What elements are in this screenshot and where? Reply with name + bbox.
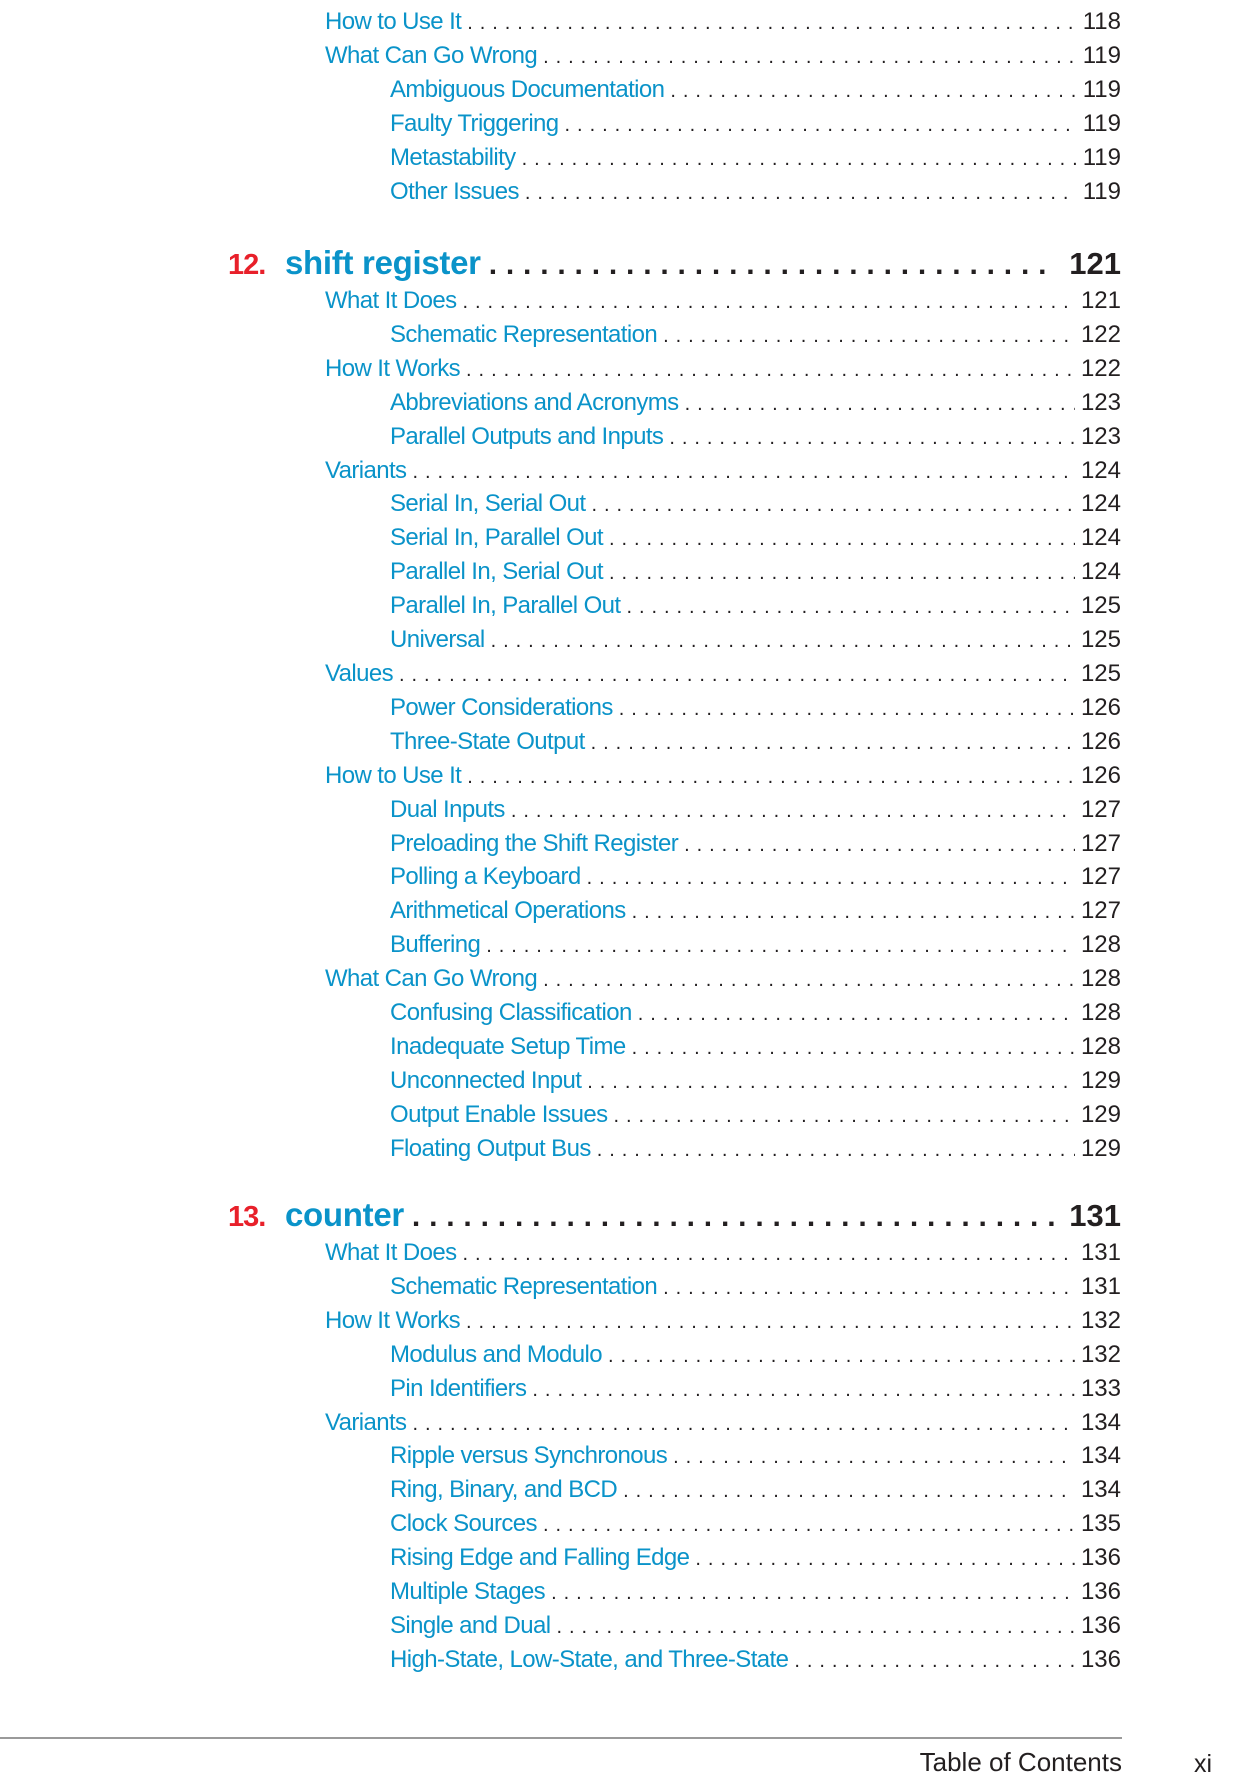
toc-entry-page: 125	[1080, 626, 1121, 654]
toc-entry-page: 132	[1080, 1340, 1121, 1368]
toc-entry[interactable]	[390, 1541, 1121, 1575]
toc-entry-page: 136	[1080, 1578, 1121, 1606]
toc-entry[interactable]	[390, 555, 1121, 589]
dot-leader	[466, 1305, 1075, 1339]
toc-entry-title[interactable]: Clock Sources	[390, 1510, 537, 1538]
toc-entry-title[interactable]: Power Considerations	[390, 693, 613, 721]
toc-entry[interactable]	[390, 725, 1121, 759]
toc-entry[interactable]	[390, 1372, 1121, 1406]
dot-leader	[663, 319, 1075, 353]
dot-leader	[551, 1576, 1075, 1610]
dot-leader	[525, 176, 1077, 210]
dot-leader	[632, 1031, 1075, 1065]
dot-leader	[556, 1610, 1074, 1644]
toc-entry-title[interactable]: What It Does	[325, 287, 457, 314]
toc-entry[interactable]	[390, 1338, 1121, 1372]
chapter-title[interactable]: counter	[285, 1196, 404, 1233]
toc-entry-title[interactable]: Unconnected Input	[390, 1066, 582, 1094]
toc-entry-title[interactable]: Schematic Representation	[390, 320, 658, 348]
toc-entry[interactable]	[390, 1643, 1121, 1677]
toc-entry-title[interactable]: Ring, Binary, and BCD	[390, 1476, 618, 1504]
toc-entry-title[interactable]: How to Use It	[325, 8, 462, 35]
dot-leader	[486, 929, 1075, 963]
toc-entry[interactable]	[325, 1236, 1121, 1270]
toc-entry[interactable]	[390, 691, 1121, 725]
dot-leader	[685, 387, 1075, 421]
dot-leader	[565, 108, 1077, 142]
dot-leader	[412, 455, 1074, 489]
toc-entry-title[interactable]: High-State, Low-State, and Three-State	[390, 1645, 789, 1673]
toc-entry[interactable]	[390, 1473, 1121, 1507]
toc-entry[interactable]	[390, 1132, 1121, 1166]
dot-leader	[463, 1237, 1075, 1271]
toc-entry-page: 124	[1080, 456, 1121, 484]
toc-entry-title[interactable]: Pin Identifiers	[390, 1374, 527, 1402]
toc-entry-title[interactable]: How to Use It	[325, 761, 462, 789]
toc-entry[interactable]	[390, 1270, 1121, 1304]
toc-entry-page: 129	[1080, 1100, 1121, 1128]
dot-leader	[663, 1271, 1075, 1305]
toc-entry-page: 129	[1080, 1134, 1121, 1162]
toc-entry-page: 131	[1080, 1239, 1121, 1266]
toc-entry-page: 119	[1082, 109, 1121, 137]
toc-entry[interactable]	[390, 386, 1121, 420]
dot-leader	[626, 590, 1075, 624]
toc-entry-page: 125	[1080, 659, 1121, 687]
toc-entry[interactable]	[390, 1439, 1121, 1473]
toc-entry-page: 136	[1080, 1544, 1121, 1572]
toc-entry[interactable]	[390, 318, 1121, 352]
toc-entry-title[interactable]: How It Works	[325, 354, 461, 382]
toc-entry[interactable]	[325, 284, 1121, 318]
toc-entry-page: 134	[1080, 1476, 1121, 1504]
toc-entry-page: 119	[1082, 75, 1121, 103]
chapter-title[interactable]: shift register	[285, 244, 481, 281]
toc-entry-title[interactable]: Abbreviations and Acronyms	[390, 388, 679, 416]
toc-entry-page: 126	[1080, 693, 1121, 721]
toc-entry-page: 132	[1080, 1306, 1121, 1334]
toc-entry[interactable]	[390, 928, 1121, 962]
toc-entry-page: 124	[1080, 524, 1121, 552]
toc-entry-title[interactable]: Ripple versus Synchronous	[390, 1442, 668, 1470]
dot-leader	[609, 556, 1075, 590]
toc-entry-title[interactable]: What Can Go Wrong	[325, 41, 538, 69]
toc-entry-title[interactable]: Confusing Classification	[390, 999, 632, 1027]
dot-leader	[543, 40, 1077, 74]
toc-entry-title[interactable]: Inadequate Setup Time	[390, 1032, 626, 1060]
chapter-page: 131	[1069, 1198, 1121, 1233]
toc-entry[interactable]	[390, 487, 1121, 521]
toc-entry-title[interactable]: Parallel In, Serial Out	[390, 558, 603, 586]
toc-entry-page: 123	[1080, 422, 1121, 450]
footer-title: Table of Contents	[919, 1747, 1122, 1777]
toc-entry-page: 121	[1080, 287, 1121, 314]
toc-entry-title[interactable]: Modulus and Modulo	[390, 1340, 603, 1368]
dot-leader	[670, 74, 1076, 108]
toc-entry[interactable]	[325, 352, 1121, 386]
toc-entry[interactable]	[390, 175, 1121, 209]
toc-entry-page: 136	[1080, 1611, 1121, 1639]
dot-leader	[412, 1407, 1074, 1441]
dot-leader	[597, 1133, 1075, 1167]
toc-entry-title[interactable]: Schematic Representation	[390, 1272, 658, 1300]
toc-entry-page: 127	[1080, 829, 1121, 857]
toc-entry[interactable]	[390, 1064, 1121, 1098]
toc-entry[interactable]	[390, 623, 1121, 657]
toc-entry-title[interactable]: Polling a Keyboard	[390, 863, 581, 891]
dot-leader	[669, 421, 1075, 455]
toc-entry-page: 122	[1080, 354, 1121, 382]
dot-leader	[532, 1373, 1075, 1407]
toc-entry-title[interactable]: Universal	[390, 626, 485, 654]
dot-leader	[489, 243, 1056, 287]
toc-entry[interactable]	[325, 5, 1121, 39]
dot-leader	[609, 522, 1075, 556]
dot-leader	[412, 1195, 1055, 1239]
toc-entry[interactable]	[325, 1304, 1121, 1338]
toc-entry-title[interactable]: What It Does	[325, 1239, 457, 1266]
toc-entry-page: 123	[1080, 388, 1121, 416]
toc-entry[interactable]	[390, 1609, 1121, 1643]
dot-leader	[463, 285, 1075, 319]
toc-entry-title[interactable]: Other Issues	[390, 177, 519, 205]
toc-entry-page: 136	[1080, 1645, 1121, 1673]
toc-entry[interactable]	[390, 107, 1121, 141]
toc-entry-title[interactable]: Three-State Output	[390, 727, 585, 755]
toc-entry-page: 128	[1080, 1032, 1121, 1060]
toc-entry[interactable]	[325, 1406, 1121, 1440]
dot-leader	[623, 1474, 1075, 1508]
toc-entry-title[interactable]: Faulty Triggering	[390, 109, 559, 137]
toc-entry[interactable]	[390, 996, 1121, 1030]
toc-entry[interactable]	[325, 454, 1121, 488]
dot-leader	[695, 1542, 1075, 1576]
toc-entry-page: 128	[1080, 965, 1121, 993]
toc-entry-title[interactable]: Rising Edge and Falling Edge	[390, 1544, 690, 1572]
toc-entry-page: 119	[1082, 41, 1121, 69]
dot-leader	[587, 1065, 1075, 1099]
dot-leader	[592, 488, 1075, 522]
toc-entry-page: 128	[1080, 931, 1121, 959]
toc-entry-title[interactable]: What Can Go Wrong	[325, 965, 538, 993]
toc-entry-page: 124	[1080, 490, 1121, 518]
page-number-label: xi	[1194, 1750, 1213, 1778]
toc-entry-title[interactable]: Variants	[325, 1408, 407, 1436]
toc-entry-page: 124	[1080, 558, 1121, 586]
toc-entry-page: 122	[1080, 320, 1121, 348]
toc-entry-page: 118	[1082, 8, 1121, 35]
toc-entry[interactable]	[390, 827, 1121, 861]
dot-leader	[511, 794, 1075, 828]
dot-leader	[467, 6, 1076, 40]
toc-entry-page: 131	[1080, 1272, 1121, 1300]
chapter-number: 12.	[228, 249, 266, 281]
toc-entry[interactable]	[390, 420, 1121, 454]
dot-leader	[543, 1508, 1075, 1542]
dot-leader	[591, 726, 1075, 760]
toc-entry-title[interactable]: Arithmetical Operations	[390, 897, 626, 925]
dot-leader	[619, 692, 1075, 726]
footer-divider	[0, 1737, 1122, 1739]
toc-entry[interactable]	[390, 894, 1121, 928]
toc-entry-page: 129	[1080, 1066, 1121, 1094]
chapter-number: 13.	[228, 1201, 266, 1233]
toc-entry-page: 134	[1080, 1408, 1121, 1436]
toc-entry-title[interactable]: Values	[325, 659, 394, 687]
toc-entry-page: 125	[1080, 592, 1121, 620]
toc-entry[interactable]	[325, 657, 1121, 691]
toc-entry[interactable]	[390, 1575, 1121, 1609]
toc-entry-title[interactable]: Multiple Stages	[390, 1578, 546, 1606]
dot-leader	[466, 353, 1075, 387]
chapter-heading[interactable]	[228, 1193, 1121, 1237]
dot-leader	[613, 1099, 1074, 1133]
toc-entry[interactable]	[390, 521, 1121, 555]
toc-entry-title[interactable]: Metastability	[390, 143, 516, 171]
toc-entry[interactable]	[325, 39, 1121, 73]
dot-leader	[638, 997, 1075, 1031]
toc-entry[interactable]	[325, 759, 1121, 793]
toc-entry-title[interactable]: How It Works	[325, 1306, 461, 1334]
dot-leader	[673, 1440, 1075, 1474]
toc-entry-title[interactable]: Output Enable Issues	[390, 1100, 608, 1128]
dot-leader	[467, 760, 1075, 794]
toc-entry-page: 127	[1080, 863, 1121, 891]
toc-entry[interactable]	[390, 793, 1121, 827]
toc-entry-page: 133	[1080, 1374, 1121, 1402]
toc-entry-title[interactable]: Serial In, Parallel Out	[390, 524, 603, 552]
chapter-heading[interactable]	[228, 241, 1121, 285]
dot-leader	[491, 624, 1075, 658]
toc-entry-title[interactable]: Preloading the Shift Register	[390, 829, 679, 857]
dot-leader	[543, 963, 1075, 997]
dot-leader	[587, 861, 1075, 895]
dot-leader	[399, 658, 1075, 692]
toc-entry-title[interactable]: Ambiguous Documentation	[390, 75, 665, 103]
toc-entry-page: 134	[1080, 1442, 1121, 1470]
toc-entry-page: 128	[1080, 999, 1121, 1027]
toc-entry[interactable]	[390, 1030, 1121, 1064]
dot-leader	[608, 1339, 1075, 1373]
toc-entry-page: 127	[1080, 897, 1121, 925]
toc-entry[interactable]	[390, 141, 1121, 175]
toc-entry-title[interactable]: Floating Output Bus	[390, 1134, 591, 1162]
toc-entry[interactable]	[390, 1507, 1121, 1541]
toc-entry[interactable]	[325, 962, 1121, 996]
toc-entry-title[interactable]: Dual Inputs	[390, 795, 505, 823]
dot-leader	[794, 1644, 1075, 1678]
toc-entry[interactable]	[390, 589, 1121, 623]
toc-entry[interactable]	[390, 1098, 1121, 1132]
toc-entry-title[interactable]: Parallel Outputs and Inputs	[390, 422, 664, 450]
toc-entry-title[interactable]: Parallel In, Parallel Out	[390, 592, 621, 620]
toc-entry-title[interactable]: Buffering	[390, 931, 481, 959]
toc-entry-page: 127	[1080, 795, 1121, 823]
dot-leader	[522, 142, 1077, 176]
toc-entry[interactable]	[390, 73, 1121, 107]
dot-leader	[684, 828, 1075, 862]
toc-entry-page: 135	[1080, 1510, 1121, 1538]
dot-leader	[632, 895, 1075, 929]
chapter-page: 121	[1069, 246, 1121, 281]
toc-entry-title[interactable]: Single and Dual	[390, 1611, 551, 1639]
toc-entry-page: 126	[1080, 761, 1121, 789]
toc-entry-page: 119	[1082, 143, 1121, 171]
toc-entry-title[interactable]: Variants	[325, 456, 407, 484]
toc-entry-page: 119	[1082, 177, 1121, 205]
toc-entry[interactable]	[390, 860, 1121, 894]
toc-entry-title[interactable]: Serial In, Serial Out	[390, 490, 586, 518]
toc-entry-page: 126	[1080, 727, 1121, 755]
